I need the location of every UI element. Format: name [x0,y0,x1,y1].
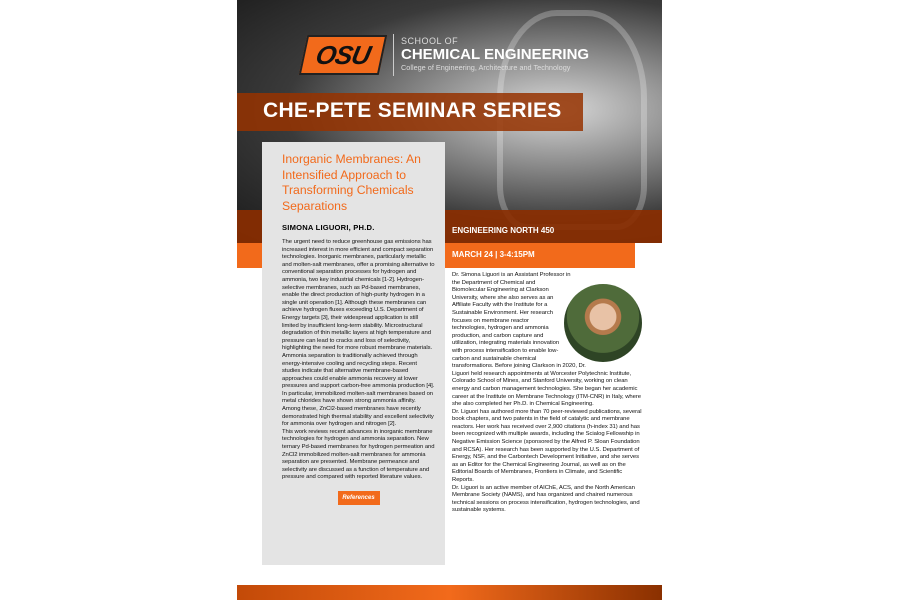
department-name: CHEMICAL ENGINEERING [401,46,590,63]
speaker-bio [452,272,642,515]
speaker-photo [564,284,642,362]
osu-logo [299,35,388,75]
series-title: CHE-PETE SEMINAR SERIES [263,99,562,122]
divider [393,34,394,76]
bio-paragraph: Dr. Simona Liguori is an Assistant Professor in the Department of Chemical and Biomolecular Engineering at Clarkson University, where she also serves as an Affiliate Faculty with the Institute for a Sustainable Environment. Her research focuses on membrane reactor technologies, hydrogen and ammonia production, and carbon capture and utilization, integrating materials innovation with process intensification to enable low-carbon and sustainable chemical transformations. Before joining Clarkson in 2020, Dr. Liguori held research appointments at Worcester Polytechnic Institute, Colorado School of Mines, and Stanford University, working on clean energy and carbon management technologies. She began her academic career at the Institute on Membrane Technology (ITM-CNR) in Italy, where she also completed her Ph.D. in Chemical Engineering. [452,272,642,408]
abstract-panel [262,142,445,565]
school-name [401,36,589,72]
event-date-time: MARCH 24 | 3-4:15PM [452,250,535,259]
school-of: SCHOOL OF [401,36,459,46]
talk-title: Inorganic Membranes: An Intensified Approach to Transforming Chemicals Separations [282,152,421,213]
references-button[interactable]: References [338,491,380,505]
series-banner [237,93,583,131]
bio-paragraph: Dr. Liguori has authored more than 70 peer-reviewed publications, several book chapters, and two patents in the field of catalytic and membrane reactors. Her work has received over 2,900 citations (h-index 31) and has been recognized with multiple awards, including the Scialog Fellowship in Negative Emission Science (sponsored by the Alfred P. Sloan Foundation and RCSA). Her research has been supported by the U.S. Department of Energy, NSF, and the Carbontech Development Initiative, and she serves as an Editor for the Chemical Engineering Journal, as well as on the Editorial Boards of Membranes, Frontiers in Climate, and Scientific Reports. [452,408,642,484]
abstract-text [282,239,435,482]
seminar-poster [237,0,662,600]
footer-image-strip [237,585,662,600]
abstract-paragraph: This work reviews recent advances in inorganic membrane technologies for hydrogen and ammonia separation. New ternary Pd-based membranes for hydrogen permeation and ZnCl2 immobilized molten-salt membranes for ammonia separation are presented. Membrane permeance and selectivity are discussed as a function of temperature and pressure and compared with reported literature values. [282,428,435,481]
logo-text: OSU [313,39,373,70]
bio-paragraph: Dr. Liguori is an active member of AIChE, ACS, and the North American Membrane Society (NAMS), and has organized and chaired numerous technical sessions on process intensification, hydrogen technologies, and sustainable systems. [452,484,640,514]
abstract-paragraph: The urgent need to reduce greenhouse gas emissions has increased interest in more efficient and compact separation technologies. Inorganic membranes, particularly metallic and molten-salt membranes, offer a promising alternative to conventional separation processes for hydrogen and ammonia, two key industrial chemicals [1-2]. Hydrogen-selective membranes, such as Pd-based membranes, enable the direct production of high-purity hydrogen in a single unit operation [1]. Although these membranes can achieve hydrogen fluxes exceeding U.S. Department of Energy targets [3], their widespread application is still limited by insufficient long-term stability. Microstructural degradation of thin metallic layers at high temperature and pressure can lead to cracks and loss of selectivity, highlighting the need for more robust membrane materials. [282,239,435,352]
abstract-paragraph: Ammonia separation is traditionally achieved through energy-intensive cooling and recycling steps. Recent studies indicate that alternative membrane-based approaches could enable ammonia recovery at lower pressures and support carbon-free ammonia production [4]. In particular, immobilized molten-salt membranes based on metal chlorides have shown strong ammonia affinity. Among these, ZnCl2-based membranes have recently demonstrated high thermal stability and excellent selectivity for ammonia over hydrogen and nitrogen [2]. [282,352,435,428]
speaker-name: SIMONA LIGUORI, PH.D. [282,223,375,232]
event-location: ENGINEERING NORTH 450 [452,226,555,235]
college-name: College of Engineering, Architecture and Technology [401,63,571,72]
